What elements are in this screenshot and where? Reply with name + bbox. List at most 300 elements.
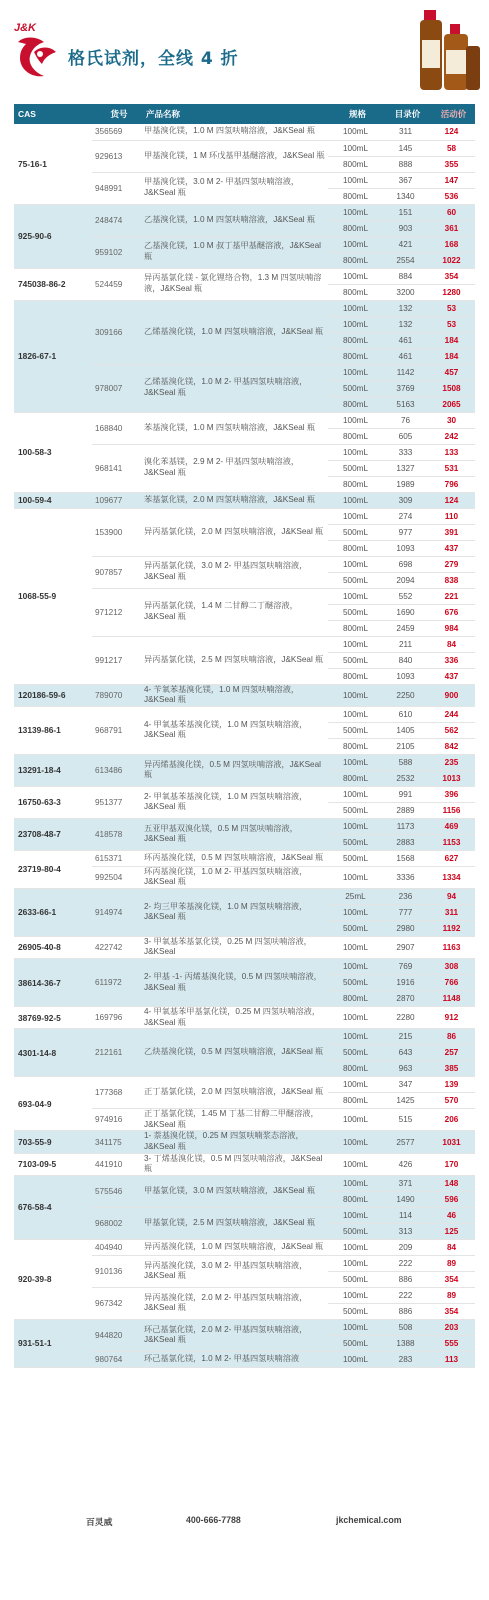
- sale-price: 437: [428, 540, 475, 556]
- sale-price: 900: [428, 684, 475, 706]
- sale-price: 113: [428, 1351, 475, 1367]
- sale-price: 46: [428, 1207, 475, 1223]
- product-name: 异丙基溴化镁，1.0 M 四氢呋喃溶液，J&KSeal 瓶: [142, 1239, 328, 1255]
- list-price: 371: [383, 1175, 428, 1191]
- package-size: 500mL: [328, 802, 383, 818]
- cas-number: 75-16-1: [14, 124, 92, 204]
- product-name: 2- 均三甲苯基溴化镁，1.0 M 四氢呋喃溶液，J&KSeal 瓶: [142, 888, 328, 936]
- product-code: 978007: [92, 364, 142, 412]
- cas-number: 38614-36-7: [14, 959, 92, 1007]
- product-name: 甲基溴化镁，3.0 M 2- 甲基四氢呋喃溶液，J&KSeal 瓶: [142, 172, 328, 204]
- cas-number: 745038-86-2: [14, 268, 92, 300]
- package-size: 100mL: [328, 636, 383, 652]
- cas-number: 13139-86-1: [14, 706, 92, 754]
- sale-price: 570: [428, 1093, 475, 1109]
- package-size: 100mL: [328, 412, 383, 428]
- product-name: 2- 甲基 -1- 丙烯基溴化镁，0.5 M 四氢呋喃溶液，J&KSeal 瓶: [142, 959, 328, 1007]
- product-code: 524459: [92, 268, 142, 300]
- sale-price: 1013: [428, 770, 475, 786]
- cas-number: 13291-18-4: [14, 754, 92, 786]
- cas-number: 693-04-9: [14, 1077, 92, 1131]
- package-size: 100mL: [328, 316, 383, 332]
- product-code: 929613: [92, 140, 142, 172]
- list-price: 222: [383, 1255, 428, 1271]
- sale-price: 1148: [428, 991, 475, 1007]
- package-size: 800mL: [328, 348, 383, 364]
- list-price: 1916: [383, 975, 428, 991]
- list-price: 2105: [383, 738, 428, 754]
- product-name: 乙烯基溴化镁，1.0 M 四氢呋喃溶液，J&KSeal 瓶: [142, 300, 328, 364]
- product-code: 248474: [92, 204, 142, 236]
- sale-price: 184: [428, 348, 475, 364]
- footer-phone: 400-666-7788: [186, 1515, 241, 1525]
- package-size: 800mL: [328, 738, 383, 754]
- sale-price: 84: [428, 1239, 475, 1255]
- product-code: 356569: [92, 124, 142, 140]
- list-price: 3200: [383, 284, 428, 300]
- sale-price: 203: [428, 1319, 475, 1335]
- table-row: [14, 1077, 475, 1093]
- product-code: 789070: [92, 684, 142, 706]
- sale-price: 355: [428, 156, 475, 172]
- col-sale-price: 活动价: [428, 104, 475, 124]
- cas-number: 16750-63-3: [14, 786, 92, 818]
- product-name: 正丁基氯化镁，2.0 M 四氢呋喃溶液，J&KSeal 瓶: [142, 1077, 328, 1109]
- list-price: 2280: [383, 1007, 428, 1029]
- list-price: 777: [383, 904, 428, 920]
- package-size: 800mL: [328, 540, 383, 556]
- list-price: 76: [383, 412, 428, 428]
- list-price: 461: [383, 332, 428, 348]
- package-size: 100mL: [328, 444, 383, 460]
- sale-price: 1334: [428, 866, 475, 888]
- package-size: 100mL: [328, 904, 383, 920]
- list-price: 1093: [383, 668, 428, 684]
- cas-number: 26905-40-8: [14, 936, 92, 958]
- table-row: [14, 1131, 475, 1153]
- list-price: 1142: [383, 364, 428, 380]
- product-name: 异丙烯基溴化镁，0.5 M 四氢呋喃溶液，J&KSeal 瓶: [142, 754, 328, 786]
- sale-price: 1508: [428, 380, 475, 396]
- product-code: 951377: [92, 786, 142, 818]
- package-size: 100mL: [328, 684, 383, 706]
- list-price: 588: [383, 754, 428, 770]
- package-size: 500mL: [328, 1271, 383, 1287]
- sale-price: 58: [428, 140, 475, 156]
- sale-price: 1022: [428, 252, 475, 268]
- list-price: 132: [383, 300, 428, 316]
- list-price: 977: [383, 524, 428, 540]
- product-code: 212161: [92, 1029, 142, 1077]
- sale-price: 469: [428, 818, 475, 834]
- list-price: 347: [383, 1077, 428, 1093]
- list-price: 888: [383, 156, 428, 172]
- cas-number: 100-59-4: [14, 492, 92, 508]
- list-price: 283: [383, 1351, 428, 1367]
- sale-price: 125: [428, 1223, 475, 1239]
- list-price: 461: [383, 348, 428, 364]
- list-price: 1388: [383, 1335, 428, 1351]
- product-name: 甲基溴化镁，1 M 环戊基甲基醚溶液，J&KSeal 瓶: [142, 140, 328, 172]
- product-name: 异丙基溴化镁，2.0 M 2- 甲基四氢呋喃溶液，J&KSeal 瓶: [142, 1287, 328, 1319]
- list-price: 2532: [383, 770, 428, 786]
- list-price: 1327: [383, 460, 428, 476]
- package-size: 500mL: [328, 834, 383, 850]
- cas-number: 920-39-8: [14, 1239, 92, 1319]
- product-name: 苯基溴化镁，1.0 M 四氢呋喃溶液，J&KSeal 瓶: [142, 412, 328, 444]
- col-code: 货号: [92, 104, 142, 124]
- list-price: 151: [383, 204, 428, 220]
- list-price: 886: [383, 1271, 428, 1287]
- sale-price: 184: [428, 332, 475, 348]
- table-row: [14, 888, 475, 904]
- product-table: [14, 104, 475, 1368]
- product-code: 169796: [92, 1007, 142, 1029]
- list-price: 2577: [383, 1131, 428, 1153]
- package-size: 100mL: [328, 364, 383, 380]
- product-code: 991217: [92, 636, 142, 684]
- sale-price: 124: [428, 124, 475, 140]
- sale-price: 354: [428, 268, 475, 284]
- product-name: 异丙基溴化镁，3.0 M 2- 甲基四氢呋喃溶液，J&KSeal 瓶: [142, 1255, 328, 1287]
- package-size: 800mL: [328, 220, 383, 236]
- package-size: 500mL: [328, 1223, 383, 1239]
- list-price: 552: [383, 588, 428, 604]
- package-size: 100mL: [328, 1207, 383, 1223]
- cas-number: 925-90-6: [14, 204, 92, 268]
- package-size: 500mL: [328, 460, 383, 476]
- package-size: 100mL: [328, 204, 383, 220]
- list-price: 886: [383, 1303, 428, 1319]
- product-code: 177368: [92, 1077, 142, 1109]
- table-row: [14, 1239, 475, 1255]
- product-code: 971212: [92, 588, 142, 636]
- list-price: 2883: [383, 834, 428, 850]
- package-size: 100mL: [328, 1319, 383, 1335]
- list-price: 1690: [383, 604, 428, 620]
- sale-price: 86: [428, 1029, 475, 1045]
- sale-price: 766: [428, 975, 475, 991]
- package-size: 100mL: [328, 556, 383, 572]
- list-price: 1405: [383, 722, 428, 738]
- col-list-price: 目录价: [383, 104, 428, 124]
- product-name: 甲基氯化镁，3.0 M 四氢呋喃溶液，J&KSeal 瓶: [142, 1175, 328, 1207]
- sale-price: 396: [428, 786, 475, 802]
- package-size: 100mL: [328, 1175, 383, 1191]
- list-price: 2870: [383, 991, 428, 1007]
- list-price: 769: [383, 959, 428, 975]
- package-size: 100mL: [328, 936, 383, 958]
- list-price: 313: [383, 1223, 428, 1239]
- sale-price: 60: [428, 204, 475, 220]
- list-price: 114: [383, 1207, 428, 1223]
- product-code: 959102: [92, 236, 142, 268]
- sale-price: 385: [428, 1061, 475, 1077]
- product-code: 948991: [92, 172, 142, 204]
- product-name: 环己基氯化镁，2.0 M 2- 甲基四氢呋喃溶液，J&KSeal 瓶: [142, 1319, 328, 1351]
- cas-number: 38769-92-5: [14, 1007, 92, 1029]
- list-price: 1093: [383, 540, 428, 556]
- package-size: 800mL: [328, 991, 383, 1007]
- cas-number: 703-55-9: [14, 1131, 92, 1153]
- reagent-bottles-image: [410, 6, 482, 96]
- list-price: 963: [383, 1061, 428, 1077]
- package-size: 25mL: [328, 888, 383, 904]
- product-code: 944820: [92, 1319, 142, 1351]
- product-code: 992504: [92, 866, 142, 888]
- sale-price: 361: [428, 220, 475, 236]
- package-size: 500mL: [328, 1045, 383, 1061]
- package-size: 100mL: [328, 1131, 383, 1153]
- list-price: 3336: [383, 866, 428, 888]
- package-size: 100mL: [328, 268, 383, 284]
- product-code: 404940: [92, 1239, 142, 1255]
- list-price: 610: [383, 706, 428, 722]
- sale-price: 555: [428, 1335, 475, 1351]
- sale-price: 437: [428, 668, 475, 684]
- sale-price: 110: [428, 508, 475, 524]
- sale-price: 124: [428, 492, 475, 508]
- list-price: 2459: [383, 620, 428, 636]
- package-size: 800mL: [328, 156, 383, 172]
- sale-price: 133: [428, 444, 475, 460]
- sale-price: 1153: [428, 834, 475, 850]
- table-row: [14, 1175, 475, 1191]
- package-size: 500mL: [328, 850, 383, 866]
- list-price: 222: [383, 1287, 428, 1303]
- package-size: 100mL: [328, 1287, 383, 1303]
- list-price: 1490: [383, 1191, 428, 1207]
- list-price: 333: [383, 444, 428, 460]
- list-price: 236: [383, 888, 428, 904]
- product-code: 907857: [92, 556, 142, 588]
- product-name: 乙基溴化镁，1.0 M 叔丁基甲基醚溶液，J&KSeal 瓶: [142, 236, 328, 268]
- list-price: 1340: [383, 188, 428, 204]
- product-name: 4- 苄氧苯基溴化镁，1.0 M 四氢呋喃溶液，J&KSeal 瓶: [142, 684, 328, 706]
- package-size: 800mL: [328, 428, 383, 444]
- package-size: 800mL: [328, 620, 383, 636]
- list-price: 215: [383, 1029, 428, 1045]
- product-name: 异丙基氯化镁 - 氯化锂络合物，1.3 M 四氢呋喃溶液，J&KSeal 瓶: [142, 268, 328, 300]
- product-name: 乙烯基溴化镁，1.0 M 2- 甲基四氢呋喃溶液，J&KSeal 瓶: [142, 364, 328, 412]
- package-size: 100mL: [328, 588, 383, 604]
- list-price: 1989: [383, 476, 428, 492]
- product-name: 苯基氯化镁，2.0 M 四氢呋喃溶液，J&KSeal 瓶: [142, 492, 328, 508]
- package-size: 500mL: [328, 524, 383, 540]
- sale-price: 221: [428, 588, 475, 604]
- product-name: 异丙基氯化镁，3.0 M 2- 甲基四氢呋喃溶液，J&KSeal 瓶: [142, 556, 328, 588]
- package-size: 800mL: [328, 1093, 383, 1109]
- product-name: 乙炔基溴化镁，0.5 M 四氢呋喃溶液，J&KSeal 瓶: [142, 1029, 328, 1077]
- package-size: 800mL: [328, 252, 383, 268]
- product-name: 2- 甲氧基苯基溴化镁，1.0 M 四氢呋喃溶液，J&KSeal 瓶: [142, 786, 328, 818]
- sale-price: 308: [428, 959, 475, 975]
- product-code: 980764: [92, 1351, 142, 1367]
- sale-price: 311: [428, 904, 475, 920]
- package-size: 500mL: [328, 920, 383, 936]
- table-row: [14, 706, 475, 722]
- product-code: 968791: [92, 706, 142, 754]
- package-size: 500mL: [328, 1303, 383, 1319]
- promo-headline: 格氏试剂，全线 4 折: [68, 49, 239, 69]
- table-row: [14, 818, 475, 834]
- table-row: [14, 754, 475, 770]
- product-code: 968002: [92, 1207, 142, 1239]
- package-size: 500mL: [328, 975, 383, 991]
- package-size: 500mL: [328, 604, 383, 620]
- sale-price: 562: [428, 722, 475, 738]
- product-code: 575546: [92, 1175, 142, 1207]
- list-price: 1173: [383, 818, 428, 834]
- sale-price: 53: [428, 300, 475, 316]
- package-size: 100mL: [328, 124, 383, 140]
- package-size: 500mL: [328, 722, 383, 738]
- product-code: 341175: [92, 1131, 142, 1153]
- product-code: 611972: [92, 959, 142, 1007]
- sale-price: 1163: [428, 936, 475, 958]
- package-size: 500mL: [328, 1335, 383, 1351]
- sale-price: 984: [428, 620, 475, 636]
- package-size: 100mL: [328, 492, 383, 508]
- cas-number: 23708-48-7: [14, 818, 92, 850]
- list-price: 698: [383, 556, 428, 572]
- package-size: 800mL: [328, 668, 383, 684]
- package-size: 100mL: [328, 236, 383, 252]
- page-footer: [14, 1510, 475, 1532]
- table-row: [14, 492, 475, 508]
- list-price: 211: [383, 636, 428, 652]
- product-name: 溴化苯基镁，2.9 M 2- 甲基四氢呋喃溶液，J&KSeal 瓶: [142, 444, 328, 492]
- col-name: 产品名称: [142, 104, 328, 124]
- list-price: 2907: [383, 936, 428, 958]
- product-code: 914974: [92, 888, 142, 936]
- list-price: 1568: [383, 850, 428, 866]
- list-price: 5163: [383, 396, 428, 412]
- list-price: 145: [383, 140, 428, 156]
- table-row: [14, 124, 475, 140]
- package-size: 100mL: [328, 1109, 383, 1131]
- list-price: 274: [383, 508, 428, 524]
- sale-price: 279: [428, 556, 475, 572]
- list-price: 3769: [383, 380, 428, 396]
- list-price: 2554: [383, 252, 428, 268]
- sale-price: 244: [428, 706, 475, 722]
- cas-number: 120186-59-6: [14, 684, 92, 706]
- list-price: 903: [383, 220, 428, 236]
- package-size: 100mL: [328, 172, 383, 188]
- package-size: 800mL: [328, 284, 383, 300]
- list-price: 508: [383, 1319, 428, 1335]
- package-size: 800mL: [328, 396, 383, 412]
- package-size: 100mL: [328, 1255, 383, 1271]
- cas-number: 2633-66-1: [14, 888, 92, 936]
- sale-price: 148: [428, 1175, 475, 1191]
- package-size: 100mL: [328, 706, 383, 722]
- sale-price: 336: [428, 652, 475, 668]
- table-row: [14, 959, 475, 975]
- table-row: [14, 268, 475, 284]
- sale-price: 94: [428, 888, 475, 904]
- table-row: [14, 204, 475, 220]
- package-size: 100mL: [328, 1239, 383, 1255]
- product-code: 968141: [92, 444, 142, 492]
- sale-price: 842: [428, 738, 475, 754]
- package-size: 500mL: [328, 380, 383, 396]
- product-name: 环己基氯化镁，1.0 M 2- 甲基四氢呋喃溶液: [142, 1351, 328, 1367]
- list-price: 840: [383, 652, 428, 668]
- table-row: [14, 1319, 475, 1335]
- cas-number: 1826-67-1: [14, 300, 92, 412]
- list-price: 2094: [383, 572, 428, 588]
- product-name: 异丙基氯化镁，1.4 M 二甘醇二丁醚溶液，J&KSeal 瓶: [142, 588, 328, 636]
- footer-website[interactable]: jkchemical.com: [336, 1515, 402, 1525]
- sale-price: 235: [428, 754, 475, 770]
- package-size: 800mL: [328, 332, 383, 348]
- package-size: 100mL: [328, 1153, 383, 1175]
- list-price: 2889: [383, 802, 428, 818]
- sale-price: 170: [428, 1153, 475, 1175]
- sale-price: 53: [428, 316, 475, 332]
- product-name: 正丁基氯化镁，1.45 M 丁基二甘醇二甲醚溶液，J&KSeal 瓶: [142, 1109, 328, 1131]
- table-row: [14, 1029, 475, 1045]
- product-code: 441910: [92, 1153, 142, 1175]
- product-name: 异丙基氯化镁，2.0 M 四氢呋喃溶液，J&KSeal 瓶: [142, 508, 328, 556]
- package-size: 100mL: [328, 1351, 383, 1367]
- product-code: 974916: [92, 1109, 142, 1131]
- product-name: 甲基氯化镁，2.5 M 四氢呋喃溶液，J&KSeal 瓶: [142, 1207, 328, 1239]
- package-size: 100mL: [328, 140, 383, 156]
- sale-price: 457: [428, 364, 475, 380]
- cas-number: 23719-80-4: [14, 850, 92, 888]
- sale-price: 147: [428, 172, 475, 188]
- table-header-row: [14, 104, 475, 124]
- table-row: [14, 508, 475, 524]
- package-size: 500mL: [328, 572, 383, 588]
- cas-number: 676-58-4: [14, 1175, 92, 1239]
- table-row: [14, 936, 475, 958]
- table-row: [14, 412, 475, 428]
- product-name: 甲基溴化镁，1.0 M 四氢呋喃溶液，J&KSeal 瓶: [142, 124, 328, 140]
- product-name: 异丙基氯化镁，2.5 M 四氢呋喃溶液，J&KSeal 瓶: [142, 636, 328, 684]
- package-size: 100mL: [328, 786, 383, 802]
- product-code: 967342: [92, 1287, 142, 1319]
- product-name: 4- 甲氧基苯基溴化镁，1.0 M 四氢呋喃溶液，J&KSeal 瓶: [142, 706, 328, 754]
- product-code: 109677: [92, 492, 142, 508]
- table-row: [14, 850, 475, 866]
- product-code: 910136: [92, 1255, 142, 1287]
- package-size: 100mL: [328, 508, 383, 524]
- table-row: [14, 786, 475, 802]
- table-row: [14, 1007, 475, 1029]
- sale-price: 1192: [428, 920, 475, 936]
- table-row: [14, 1153, 475, 1175]
- package-size: 100mL: [328, 818, 383, 834]
- sale-price: 257: [428, 1045, 475, 1061]
- list-price: 643: [383, 1045, 428, 1061]
- cas-number: 7103-09-5: [14, 1153, 92, 1175]
- package-size: 100mL: [328, 866, 383, 888]
- cas-number: 1068-55-9: [14, 508, 92, 684]
- package-size: 100mL: [328, 300, 383, 316]
- sale-price: 796: [428, 476, 475, 492]
- product-code: 168840: [92, 412, 142, 444]
- sale-price: 1156: [428, 802, 475, 818]
- product-code: 615371: [92, 850, 142, 866]
- sale-price: 536: [428, 188, 475, 204]
- product-code: 418578: [92, 818, 142, 850]
- package-size: 800mL: [328, 1191, 383, 1207]
- package-size: 500mL: [328, 652, 383, 668]
